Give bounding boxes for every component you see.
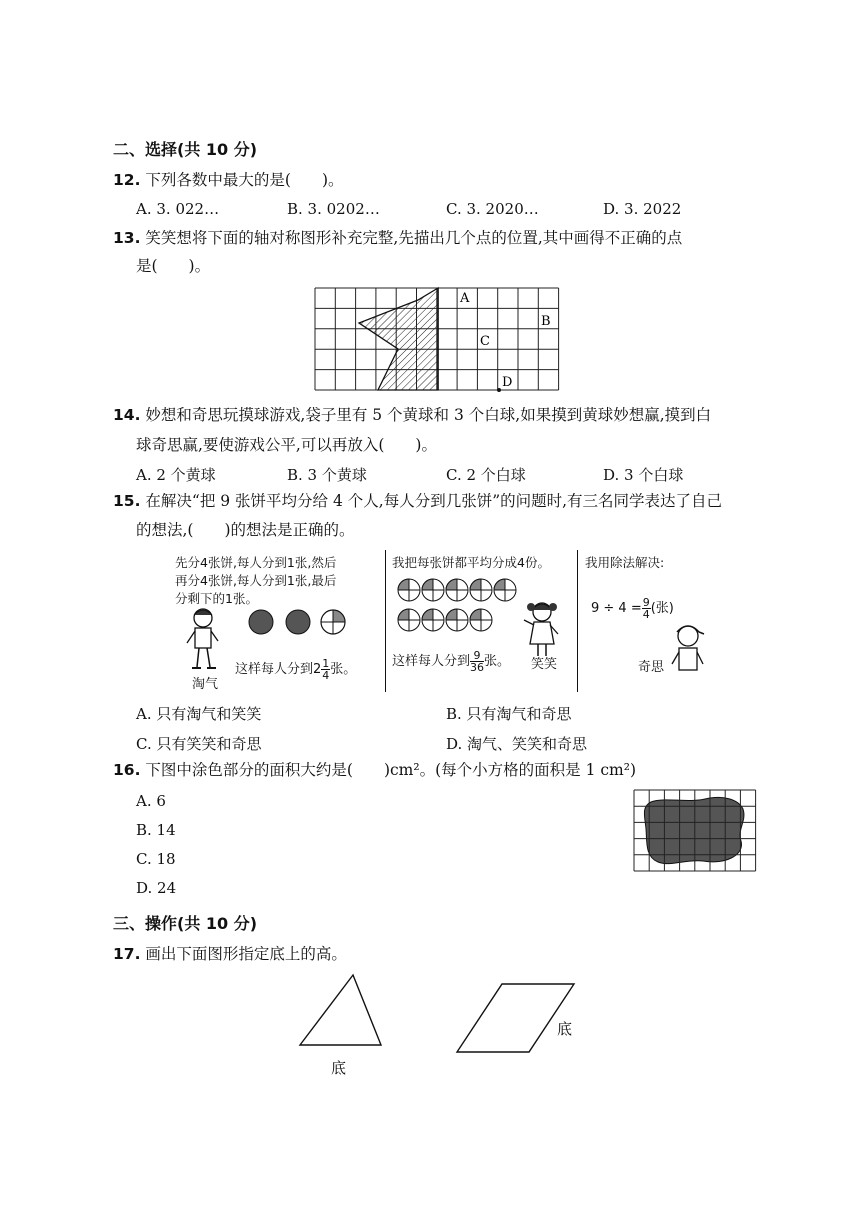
option-a[interactable]: A. 2 个黄球 — [136, 466, 216, 484]
question-13 — [113, 228, 773, 248]
panel-xiaoxiao-text: 我把每张饼都平均分成4份。 — [392, 555, 550, 570]
option-b[interactable]: B. 3 个黄球 — [287, 466, 367, 484]
question-text-line1: 妙想和奇思玩摸球游戏,袋子里有 5 个黄球和 3 个白球,如果摸到黄球妙想赢,摸到白 — [145, 406, 712, 424]
panel-divider — [577, 550, 578, 692]
question-number: 12. — [113, 171, 141, 189]
symmetry-grid-figure — [310, 283, 566, 393]
pancakes-panel1 — [247, 608, 347, 638]
section-title: 二、选择(共 10 分) — [113, 140, 258, 159]
question-number: 17. — [113, 945, 141, 963]
panel-taoqi-result: 这样每人分到2 $\frac{1}{4}$ 张。 — [235, 657, 357, 682]
option-c[interactable]: C. 只有笑笑和奇思 — [136, 735, 262, 753]
panel-qisi-equation: 9 ÷ 4 = $\frac{9}{4}$ (张) — [591, 596, 674, 621]
option-a[interactable]: A. 只有淘气和笑笑 — [136, 705, 262, 723]
point-label-a: A — [460, 291, 470, 306]
question-number: 15. — [113, 492, 141, 510]
question-text: 画出下面图形指定底上的高。 — [145, 945, 347, 963]
boy-taoqi-illustration — [183, 605, 223, 677]
question-number: 14. — [113, 406, 141, 424]
fraction: $\frac{1}{4}$ — [322, 657, 330, 682]
area-grid-figure — [633, 789, 757, 873]
question-16 — [113, 760, 803, 780]
option-a[interactable]: A. 6 — [136, 792, 166, 810]
option-c[interactable]: C. 2 个白球 — [446, 466, 526, 484]
panel-qisi-text: 我用除法解决: — [585, 555, 665, 570]
question-text-line1: 笑笑想将下面的轴对称图形补充完整,先描出几个点的位置,其中画得不正确的点 — [145, 229, 683, 247]
question-text: 下列各数中最大的是( )。 — [145, 171, 344, 189]
question-17 — [113, 944, 347, 964]
name-taoqi: 淘气 — [192, 677, 219, 692]
girl-xiaoxiao-illustration — [520, 598, 564, 660]
question-text-line2: 的想法,( )的想法是正确的。 — [136, 521, 355, 539]
question-14 — [113, 405, 793, 425]
option-b[interactable]: B. 3. 0202… — [287, 200, 380, 218]
point-label-c: C — [480, 334, 490, 349]
name-xiaoxiao: 笑笑 — [531, 657, 558, 672]
triangle-figure — [295, 970, 390, 1050]
hatched-shape — [359, 288, 438, 390]
question-text-line1: 在解决“把 9 张饼平均分给 4 个人,每人分到几张饼”的问题时,有三名同学表达了自己 — [145, 492, 723, 510]
option-b[interactable]: B. 只有淘气和奇思 — [446, 705, 572, 723]
panel-divider — [385, 550, 386, 692]
option-d[interactable]: D. 24 — [136, 879, 177, 897]
option-c[interactable]: C. 3. 2020… — [446, 200, 539, 218]
question-text-line2: 是( )。 — [136, 257, 211, 275]
option-d[interactable]: D. 淘气、笑笑和奇思 — [446, 735, 588, 753]
option-a[interactable]: A. 3. 022… — [136, 200, 220, 218]
question-15 — [113, 491, 803, 511]
panel-taoqi-text: 先分4张饼,每人分到1张,然后 再分4张饼,每人分到1张,最后 分剩下的1张。 — [175, 555, 337, 606]
name-qisi: 奇思 — [638, 660, 665, 675]
option-d[interactable]: D. 3. 2022 — [603, 200, 682, 218]
option-d[interactable]: D. 3 个白球 — [603, 466, 684, 484]
point-label-d: D — [502, 375, 513, 390]
shaded-region — [644, 797, 744, 863]
question-12 — [113, 170, 344, 190]
point-label-b: B — [541, 314, 551, 329]
option-b[interactable]: B. 14 — [136, 821, 176, 839]
parallelogram-base-label: 底 — [557, 1020, 573, 1038]
question-text: 下图中涂色部分的面积大约是( )cm²。(每个小方格的面积是 1 cm²) — [145, 761, 636, 779]
fraction: $\frac{9}{4}$ — [642, 596, 650, 621]
boy-qisi-illustration — [668, 618, 708, 680]
section-title: 三、操作(共 10 分) — [113, 914, 258, 933]
question-number: 16. — [113, 761, 141, 779]
point-d-dot — [497, 388, 501, 392]
quartered-pancakes — [397, 578, 537, 638]
panel-xiaoxiao-result: 这样每人分到 $\frac{9}{36}$ 张。 — [392, 649, 511, 674]
triangle-base-label: 底 — [331, 1059, 347, 1077]
question-text-line2: 球奇思赢,要使游戏公平,可以再放入( )。 — [136, 436, 437, 454]
option-c[interactable]: C. 18 — [136, 850, 176, 868]
question-number: 13. — [113, 229, 141, 247]
fraction: $\frac{9}{36}$ — [470, 649, 485, 674]
